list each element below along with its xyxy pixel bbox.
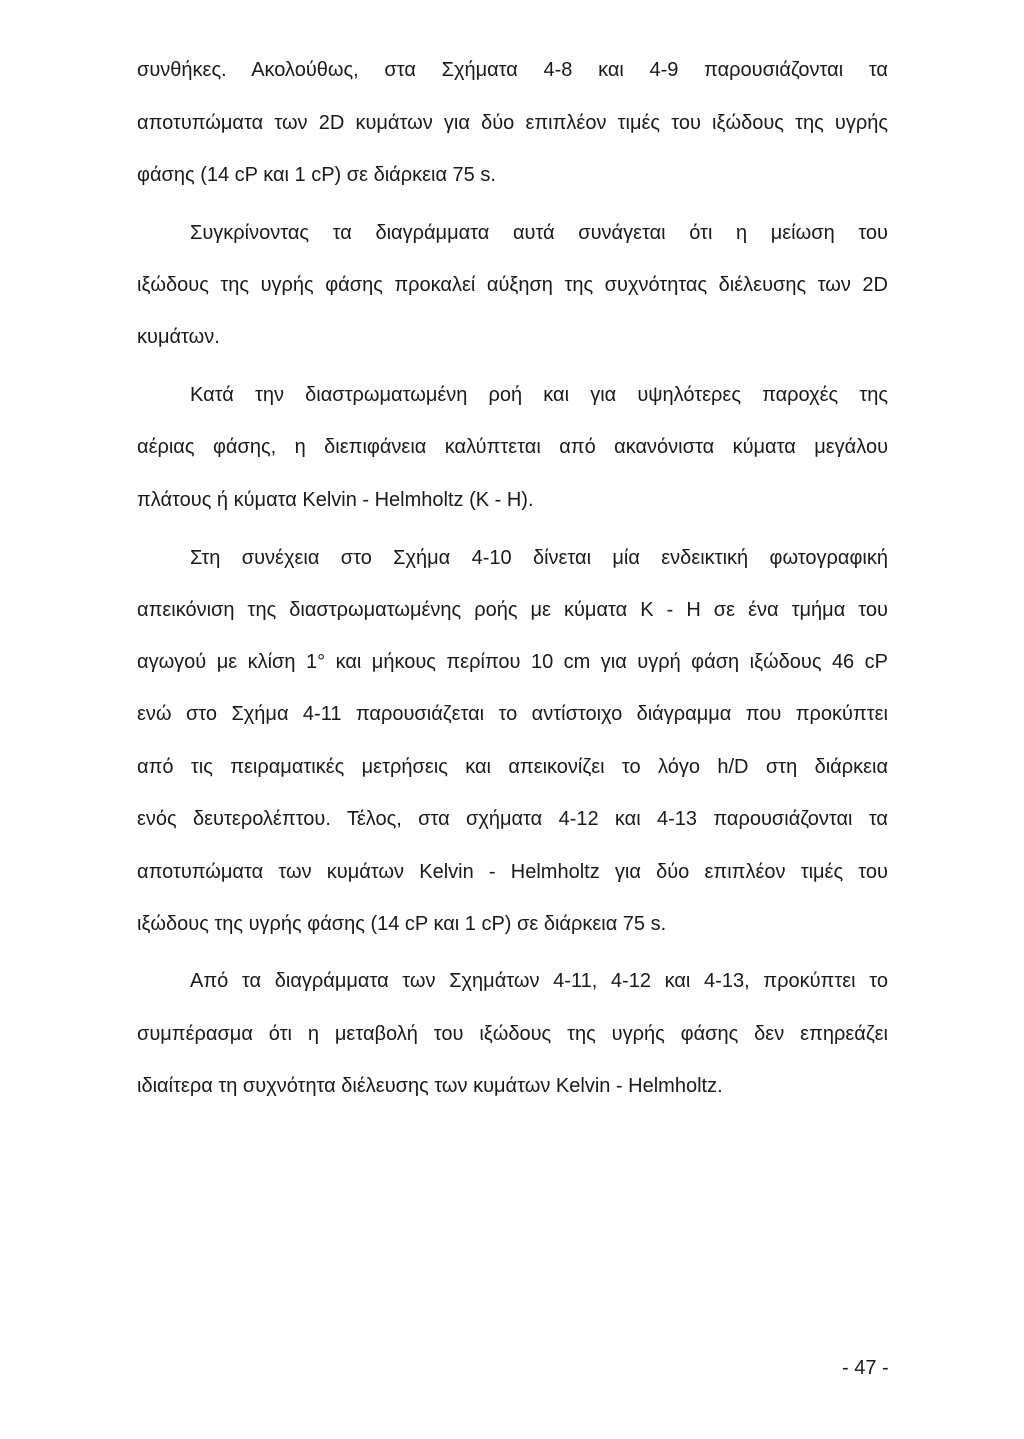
text-line: συνθήκες. Ακολούθως, στα Σχήματα 4-8 και 4-9 παρουσιάζονται τα bbox=[137, 59, 888, 81]
page-number: - 47 - bbox=[842, 1357, 889, 1379]
text-line: ιξώδους της υγρής φάσης προκαλεί αύξηση της συχνότητας διέλευσης των 2D bbox=[137, 274, 888, 296]
text-line: ιξώδους της υγρής φάσης (14 cP και 1 cP) σε διάρκεια 75 s. bbox=[137, 913, 667, 935]
text-line: πλάτους ή κύματα Kelvin - Helmholtz (K - H). bbox=[137, 489, 534, 511]
text-line: αποτυπώματα των κυμάτων Kelvin - Helmholtz για δύο επιπλέον τιμές του bbox=[137, 861, 888, 883]
text-line: Στη συνέχεια στο Σχήμα 4-10 δίνεται μία ενδεικτική φωτογραφική bbox=[190, 547, 888, 569]
text-line: ιδιαίτερα τη συχνότητα διέλευσης των κυμάτων Kelvin - Helmholtz. bbox=[137, 1075, 723, 1097]
text-line: απεικόνιση της διαστρωματωμένης ροής με κύματα K - H σε ένα τμήμα του bbox=[137, 599, 888, 621]
text-line: συμπέρασμα ότι η μεταβολή του ιξώδους της υγρής φάσης δεν επηρεάζει bbox=[137, 1023, 888, 1045]
text-line: αγωγού με κλίση 1° και μήκους περίπου 10 cm για υγρή φάση ιξώδους 46 cP bbox=[137, 651, 888, 673]
text-line: αποτυπώματα των 2D κυμάτων για δύο επιπλέον τιμές του ιξώδους της υγρής bbox=[137, 112, 888, 134]
text-line: ενός δευτερολέπτου. Τέλος, στα σχήματα 4-12 και 4-13 παρουσιάζονται τα bbox=[137, 808, 888, 830]
text-line: Συγκρίνοντας τα διαγράμματα αυτά συνάγεται ότι η μείωση του bbox=[190, 222, 888, 244]
text-line: κυμάτων. bbox=[137, 326, 220, 348]
text-line: Από τα διαγράμματα των Σχημάτων 4-11, 4-12 και 4-13, προκύπτει το bbox=[190, 970, 888, 992]
text-line: ενώ στο Σχήμα 4-11 παρουσιάζεται το αντίστοιχο διάγραμμα που προκύπτει bbox=[137, 703, 888, 725]
text-line: αέριας φάσης, η διεπιφάνεια καλύπτεται από ακανόνιστα κύματα μεγάλου bbox=[137, 436, 888, 458]
text-line: από τις πειραματικές μετρήσεις και απεικονίζει το λόγο h/D στη διάρκεια bbox=[137, 756, 888, 778]
text-line: φάσης (14 cP και 1 cP) σε διάρκεια 75 s. bbox=[137, 164, 496, 186]
text-line: Κατά την διαστρωματωμένη ροή και για υψηλότερες παροχές της bbox=[190, 384, 888, 406]
